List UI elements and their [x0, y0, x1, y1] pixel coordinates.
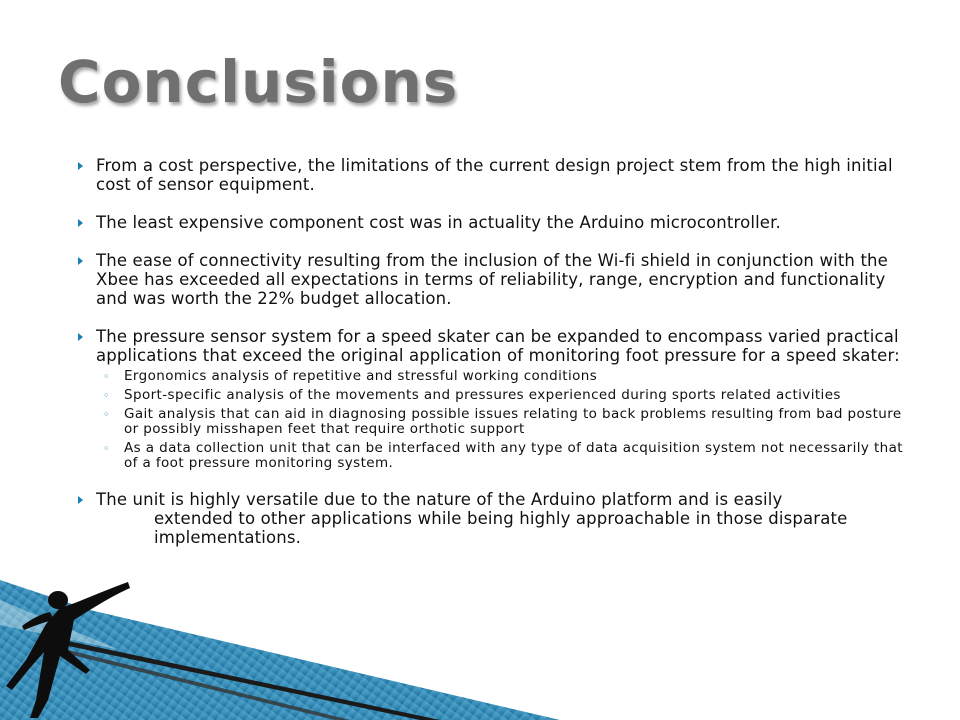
circle-bullet-icon: ◦	[103, 370, 110, 383]
triangle-bullet-icon	[78, 162, 83, 170]
sub-bullet-text: Gait analysis that can aid in diagnosing possible issues relating to back problems resulting from bad posture or possibly misshapen feet that require orthotic support	[124, 406, 902, 437]
triangle-bullet-icon	[78, 496, 83, 504]
bullet-item	[74, 490, 904, 547]
speed-skater-decoration	[0, 540, 560, 720]
sub-bullet-text: Ergonomics analysis of repetitive and stressful working conditions	[124, 368, 598, 384]
triangle-bullet-icon	[78, 219, 83, 227]
bullet-text: The ease of connectivity resulting from the inclusion of the Wi-fi shield in conjunction with the Xbee has exceeded all expectations in terms of reliability, range, encryption and functionality and was worth the 22% budget allocation.	[96, 251, 888, 308]
sub-bullet-item	[96, 407, 904, 437]
sub-bullet-item	[96, 441, 904, 471]
sub-bullet-list	[96, 369, 904, 471]
triangle-bullet-icon	[78, 333, 83, 341]
sub-bullet-text: Sport-specific analysis of the movements and pressures experienced during sports related activities	[124, 387, 841, 403]
triangle-bullet-icon	[78, 257, 83, 265]
bullet-text: From a cost perspective, the limitations of the current design project stem from the high initial cost of sensor equipment.	[96, 156, 893, 194]
bullet-text-continuation: extended to other applications while being highly approachable in those disparate implementations.	[154, 509, 848, 547]
sub-bullet-item	[96, 388, 904, 403]
bullet-text-line-1: The unit is highly versatile due to the nature of the Arduino platform and is easily	[96, 490, 783, 509]
bullet-item	[74, 213, 904, 232]
sub-bullet-item	[96, 369, 904, 384]
bullet-text: The least expensive component cost was in actuality the Arduino microcontroller.	[96, 213, 781, 232]
slide-content	[74, 156, 904, 566]
bullet-text: The pressure sensor system for a speed skater can be expanded to encompass varied practical applications that exceed the original application of monitoring foot pressure for a speed skater:	[96, 327, 900, 365]
bullet-item	[74, 156, 904, 194]
circle-bullet-icon: ◦	[103, 442, 110, 455]
circle-bullet-icon: ◦	[103, 389, 110, 402]
slide-title: Conclusions	[58, 48, 459, 116]
bullet-item	[74, 327, 904, 471]
circle-bullet-icon: ◦	[103, 408, 110, 421]
bullet-item	[74, 251, 904, 308]
sub-bullet-text: As a data collection unit that can be interfaced with any type of data acquisition system not necessarily that of a foot pressure monitoring system.	[124, 440, 903, 471]
